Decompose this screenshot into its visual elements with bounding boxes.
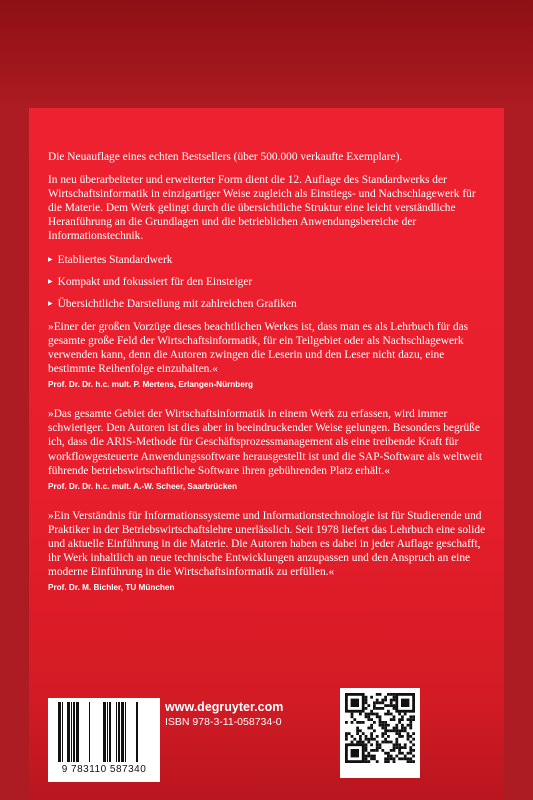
publisher-website[interactable]: www.degruyter.com bbox=[165, 700, 284, 714]
intro-line: Die Neuauflage eines echten Bestsellers (über 500.000 verkaufte Exemplare). bbox=[48, 151, 403, 163]
blurb-text bbox=[48, 150, 488, 610]
review-quote: »Das gesamte Gebiet der Wirtschaftsinformatik in einem Werk zu erfassen, wird immer schwieriger. Den Autoren ist dies aber in beeindruckender Weise gelungen. Besonders begrüße ich, dass die ARIS-Methode für Geschäftsprozessmanagement als eine treibende Kraft für workflowgesteuerte Anwendungssoftware herausgestellt ist und die SAP-Software als weltweit führende betriebswirtschaftliche Software ihren gebührenden Platz erhält.« bbox=[48, 408, 483, 477]
review-quote: »Ein Verständnis für Informationssysteme und Informationstechnologie ist für Studierende und Praktiker in der Betriebswirtschaftslehre unerlässlich. Seit 1978 liefert das Lehrbuch eine solide und aktuelle Einführung in die Materie. Die Autoren haben es dabei in jeder Auflage geschafft, ihr Werk inhaltlich an neue technische Entwicklungen anzupassen und den Anspruch an eine moderne Einführung in die Wirtschaftsinformatik zu erfüllen.« bbox=[48, 509, 486, 579]
review-author: Prof. Dr. M. Bichler, TU München bbox=[48, 583, 175, 593]
qr-code-icon bbox=[345, 693, 415, 773]
review-author: Prof. Dr. Dr. h.c. mult. P. Mertens, Erlangen-Nürnberg bbox=[48, 380, 254, 390]
barcode-bars bbox=[48, 698, 160, 764]
triangle-bullet-icon: ▶ bbox=[48, 278, 53, 285]
feature-list bbox=[48, 253, 488, 311]
barcode-digits: 9 783110 587340 bbox=[61, 764, 147, 775]
feature-item bbox=[48, 253, 488, 267]
isbn-number: ISBN 978-3-11-058734-0 bbox=[165, 716, 282, 728]
review-author: Prof. Dr. Dr. h.c. mult. A.-W. Scheer, Saarbrücken bbox=[48, 481, 237, 491]
barcode bbox=[48, 698, 160, 782]
triangle-bullet-icon: ▶ bbox=[48, 256, 53, 263]
feature-label: Etabliertes Standardwerk bbox=[57, 253, 173, 266]
triangle-bullet-icon: ▶ bbox=[48, 300, 53, 307]
feature-label: Übersichtliche Darstellung mit zahlreichen Grafiken bbox=[57, 297, 297, 310]
feature-item bbox=[48, 297, 488, 311]
review-quote: »Einer der großen Vorzüge dieses beachtlichen Werkes ist, dass man es als Lehrbuch für das gesamte große Feld der Wirtschaftsinformatik, für ein Teilgebiet oder als Nachschlagewerk verwenden kann, denn die Autoren zwingen die Leserin und den Leser nicht dazu, eine bestimmte Reihenfolge einzuhalten.« bbox=[48, 320, 469, 376]
description-paragraph: In neu überarbeiteter und erweiterter Form dient die 12. Auflage des Standardwerks der Wirtschaftsinformatik in einzigartiger Weise zugleich als Einstiegs- und Nachschlagewerk für die Materie. Dem Werk gelingt durch die übersichtliche Struktur eine leicht verständliche Heranführung an die Grundlagen und die betrieblichen Anwendungsbereiche der Informationstechnik. bbox=[48, 174, 476, 243]
qr-code[interactable] bbox=[340, 688, 420, 778]
feature-label: Kompakt und fokussiert für den Einsteiger bbox=[57, 275, 253, 288]
feature-item bbox=[48, 275, 488, 289]
